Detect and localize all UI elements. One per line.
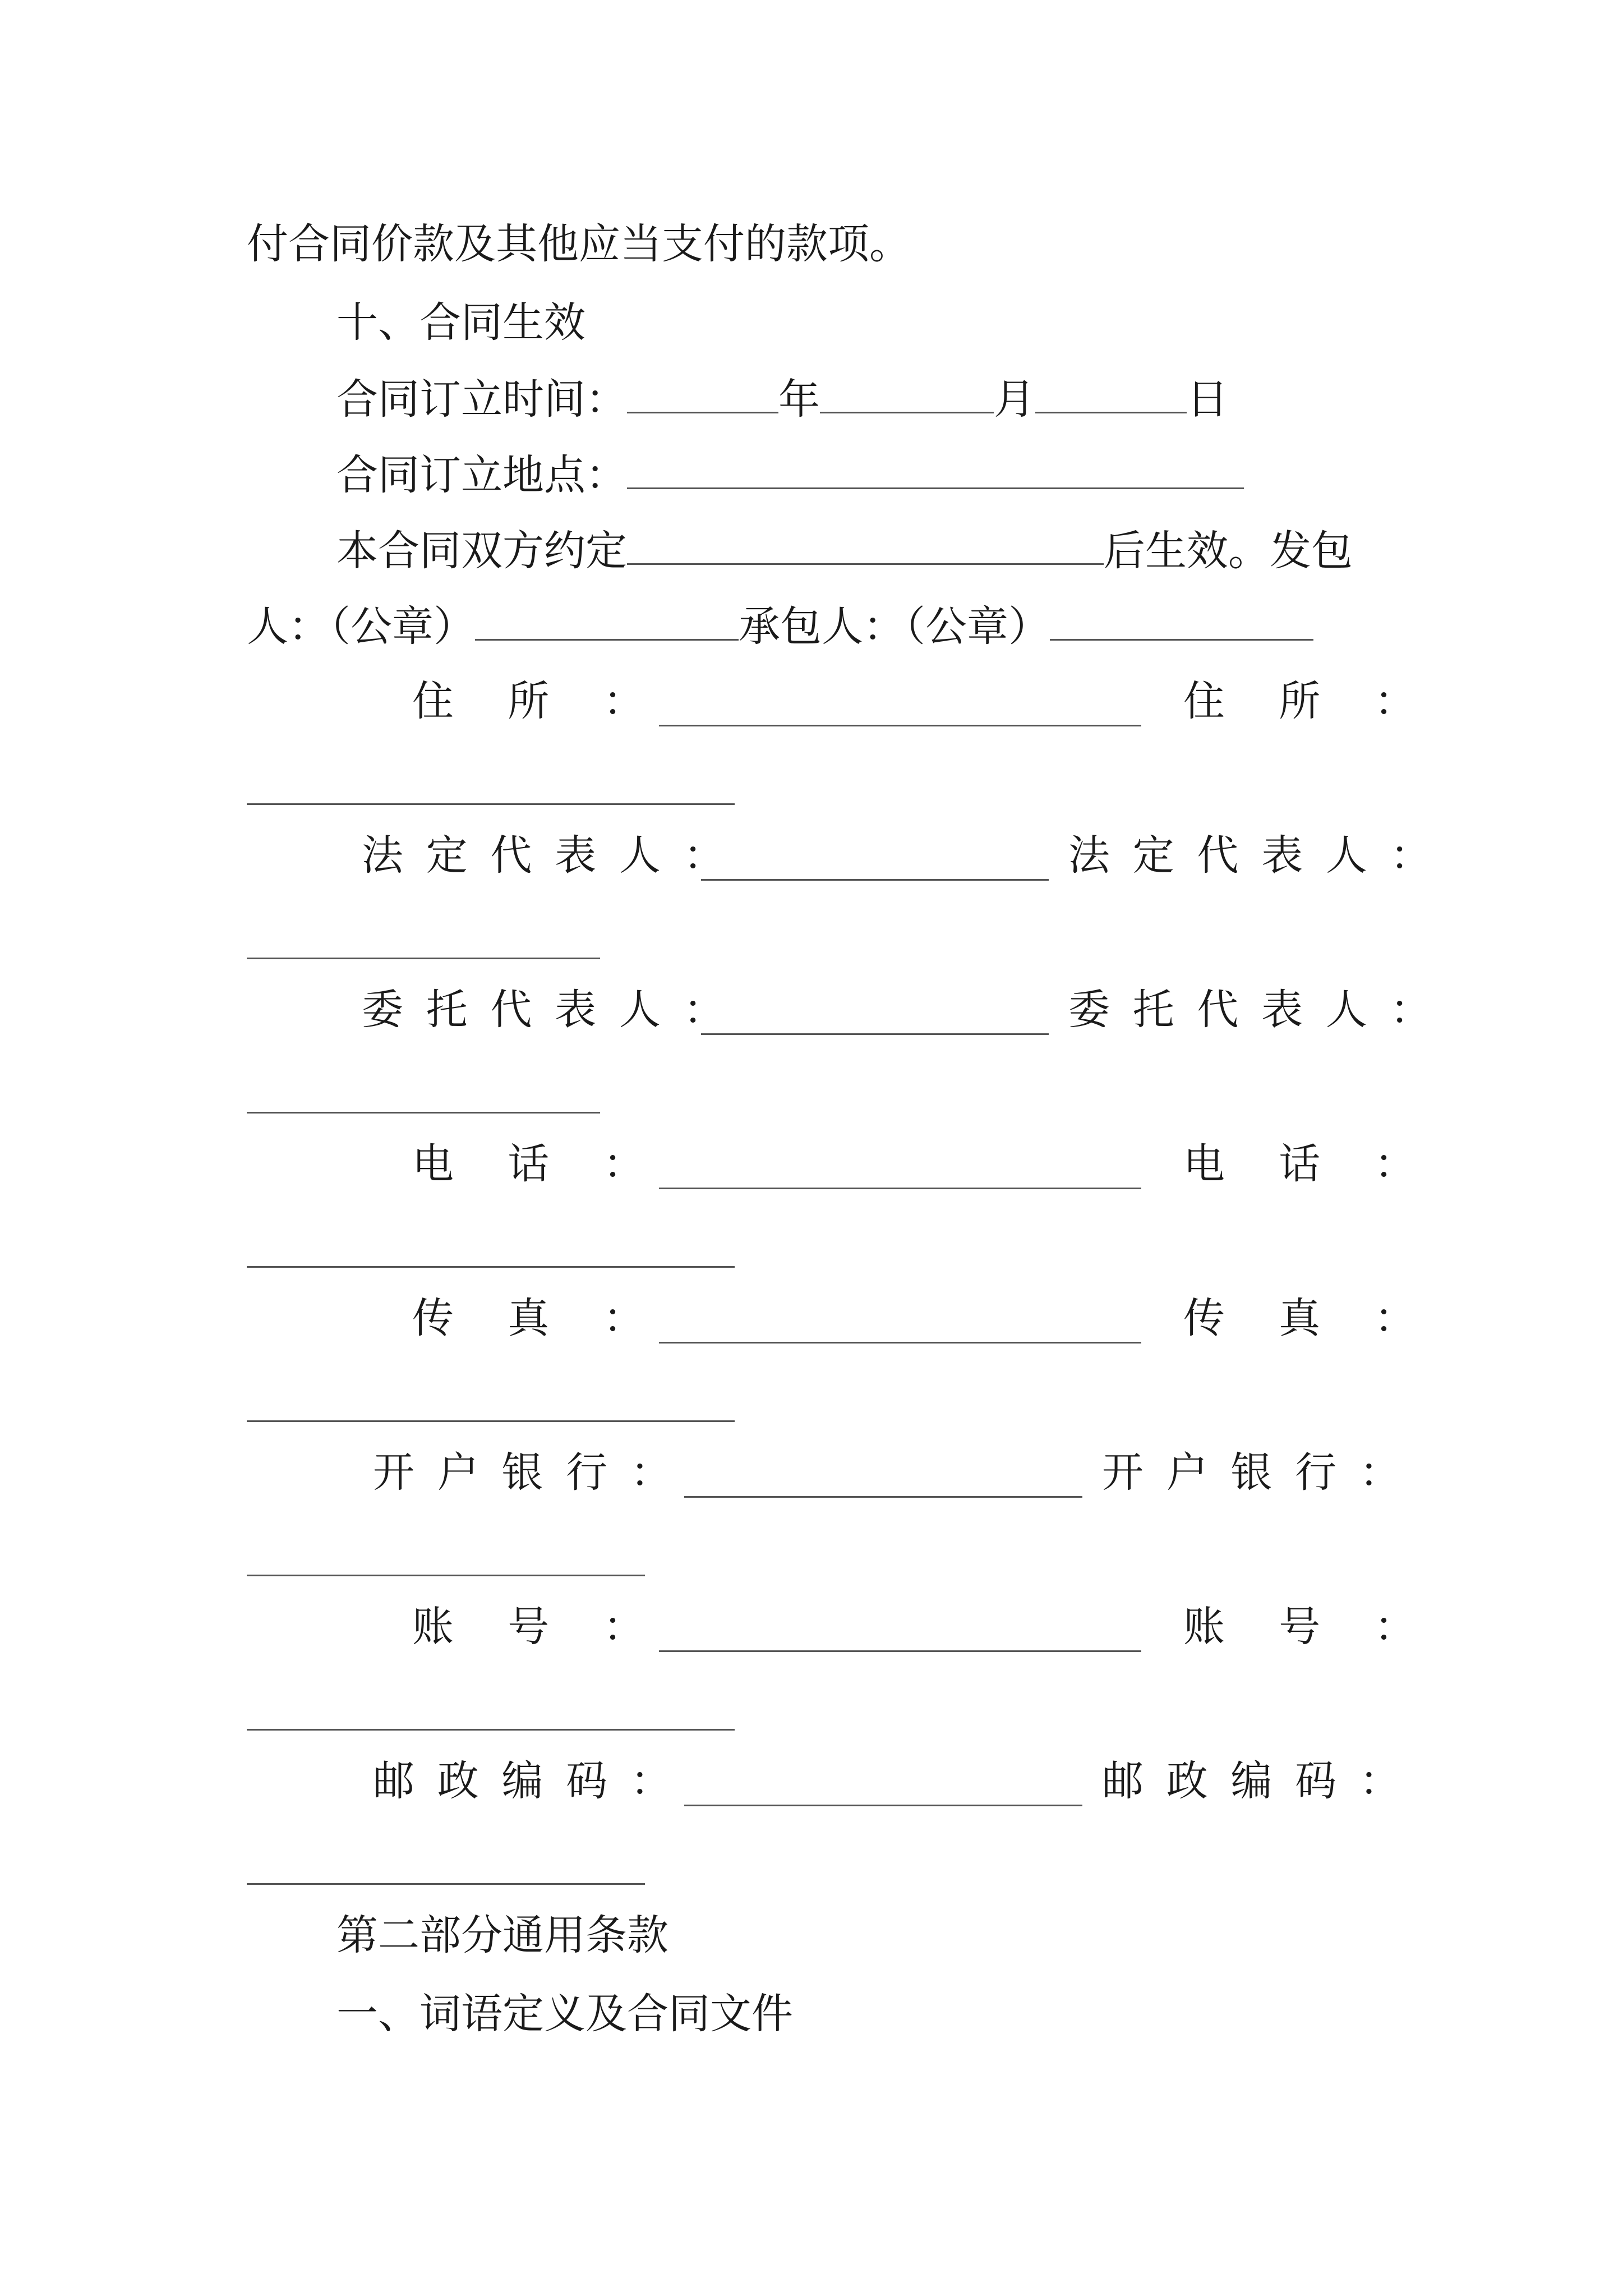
condition-blank[interactable] <box>627 522 1104 565</box>
effective-condition-line: 本合同双方约定 后生效。发包 <box>336 522 1353 579</box>
employer-bank-blank[interactable] <box>684 1496 1082 1498</box>
day-label: 日 <box>1187 375 1228 424</box>
employer-account-blank[interactable] <box>659 1650 1141 1652</box>
month-label: 月 <box>994 375 1035 424</box>
month-blank[interactable] <box>820 370 994 413</box>
employer-seal-blank[interactable] <box>475 597 739 641</box>
contractor-legal-rep-label: 法定代表人： <box>1068 831 1455 880</box>
contractor-fax-blank[interactable] <box>247 1420 735 1422</box>
contractor-bank-label: 开户银行： <box>1102 1448 1424 1497</box>
paragraph-text: 付合同价款及其他应当支付的款项。 <box>247 220 911 268</box>
contractor-agent-blank[interactable] <box>247 1112 600 1114</box>
contractor-bank-blank[interactable] <box>247 1575 645 1576</box>
day-blank[interactable] <box>1035 370 1187 413</box>
employer-account-label: 账号： <box>412 1603 699 1651</box>
contractor-postcode-label: 邮政编码： <box>1102 1757 1424 1805</box>
contractor-postcode-blank[interactable] <box>247 1883 645 1885</box>
contract-date-line <box>336 370 1228 427</box>
contractor-fax-label: 传真： <box>1183 1294 1470 1342</box>
contract-date-label: 合同订立时间： <box>336 375 627 424</box>
contractor-legal-rep-blank[interactable] <box>247 958 600 959</box>
contractor-address-label: 住所： <box>1183 677 1470 725</box>
contractor-phone-blank[interactable] <box>247 1266 735 1268</box>
contractor-account-label: 账号： <box>1183 1603 1470 1651</box>
contractor-address-blank[interactable] <box>247 803 735 805</box>
employer-fax-blank[interactable] <box>659 1342 1141 1343</box>
employer-legal-rep-label: 法定代表人： <box>362 831 748 880</box>
contractor-seal-blank[interactable] <box>1050 597 1313 641</box>
contract-place-line <box>336 446 1244 503</box>
employer-postcode-blank[interactable] <box>684 1805 1082 1806</box>
place-blank[interactable] <box>627 446 1244 489</box>
contractor-agent-label: 委托代表人： <box>1068 986 1455 1034</box>
section-heading-1: 一、词语定义及合同文件 <box>336 1990 793 2038</box>
employer-agent-label: 委托代表人： <box>362 986 748 1034</box>
section-heading-10: 十、合同生效 <box>336 298 585 347</box>
employer-phone-label: 电话： <box>412 1140 699 1188</box>
employer-bank-label: 开户银行： <box>373 1448 695 1497</box>
employer-agent-blank[interactable] <box>701 1033 1049 1035</box>
contract-place-label: 合同订立地点： <box>336 451 627 499</box>
employer-address-label: 住所： <box>412 677 699 725</box>
employer-phone-blank[interactable] <box>659 1188 1141 1189</box>
year-blank[interactable] <box>627 370 778 413</box>
text-line-continuation <box>247 216 911 272</box>
year-label: 年 <box>778 375 820 424</box>
contractor-phone-label: 电话： <box>1183 1140 1470 1188</box>
employer-address-blank[interactable] <box>659 725 1141 726</box>
seal-line: 人：（公章） 承包人：（公章） <box>247 597 1313 655</box>
employer-legal-rep-blank[interactable] <box>701 879 1049 881</box>
employer-fax-label: 传真： <box>412 1294 699 1342</box>
part-two-heading: 第二部分通用条款 <box>336 1911 668 1959</box>
contractor-account-blank[interactable] <box>247 1729 735 1731</box>
employer-postcode-label: 邮政编码： <box>373 1757 695 1805</box>
